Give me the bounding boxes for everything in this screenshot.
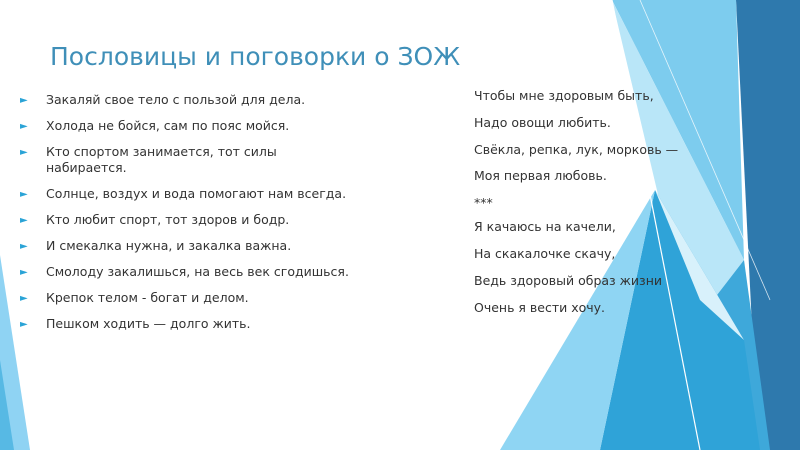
- proverb-text: Солнце, воздух и вода помогают нам всегда.: [46, 186, 347, 201]
- arrow-bullet-icon: ►: [20, 95, 28, 106]
- poem-separator: ***: [474, 195, 493, 211]
- poem-line: Чтобы мне здоровым быть,: [474, 88, 654, 103]
- arrow-bullet-icon: ►: [20, 293, 28, 304]
- proverb-text: Смолоду закалишься, на весь век сгодишься.: [46, 264, 349, 279]
- proverbs-list: [20, 92, 400, 342]
- poem-line: Ведь здоровый образ жизни: [474, 272, 663, 288]
- list-item: [20, 186, 400, 202]
- proverb-text: Кто любит спорт, тот здоров и бодр.: [46, 212, 290, 227]
- poem-line: Свёкла, репка, лук, морковь —: [474, 141, 679, 157]
- list-item: [20, 290, 400, 306]
- poem-line: Очень я вести хочу.: [474, 299, 606, 315]
- poem-block: [474, 88, 734, 326]
- poem-line: На скакалочке скачу,: [474, 245, 616, 261]
- list-item: [20, 238, 400, 254]
- poem-line: Я качаюсь на качели,: [474, 219, 616, 235]
- list-item: [20, 316, 400, 332]
- proverb-text: Закаляй свое тело с пользой для дела.: [46, 92, 306, 107]
- arrow-bullet-icon: ►: [20, 241, 28, 252]
- list-item: [20, 144, 316, 176]
- list-item: [20, 212, 400, 228]
- proverb-text: И смекалка нужна, и закалка важна.: [46, 238, 292, 253]
- list-item: [20, 264, 400, 280]
- arrow-bullet-icon: ►: [20, 215, 28, 226]
- arrow-bullet-icon: ►: [20, 319, 28, 330]
- proverb-text: Крепок телом - богат и делом.: [46, 290, 249, 305]
- list-item: [20, 118, 400, 134]
- arrow-bullet-icon: ►: [20, 189, 28, 200]
- proverb-text: Кто спортом занимается, тот силы набирается.: [46, 144, 277, 175]
- proverb-text: Холода не бойся, сам по пояс мойся.: [46, 118, 290, 133]
- proverb-text: Пешком ходить — долго жить.: [46, 316, 251, 331]
- poem-line: Моя первая любовь.: [474, 168, 607, 184]
- arrow-bullet-icon: ►: [20, 121, 28, 132]
- arrow-bullet-icon: ►: [20, 267, 28, 278]
- slide-title: Пословицы и поговорки о ЗОЖ: [50, 42, 461, 71]
- poem-line: Надо овощи любить.: [474, 114, 611, 130]
- list-item: [20, 92, 400, 108]
- arrow-bullet-icon: ►: [20, 147, 28, 158]
